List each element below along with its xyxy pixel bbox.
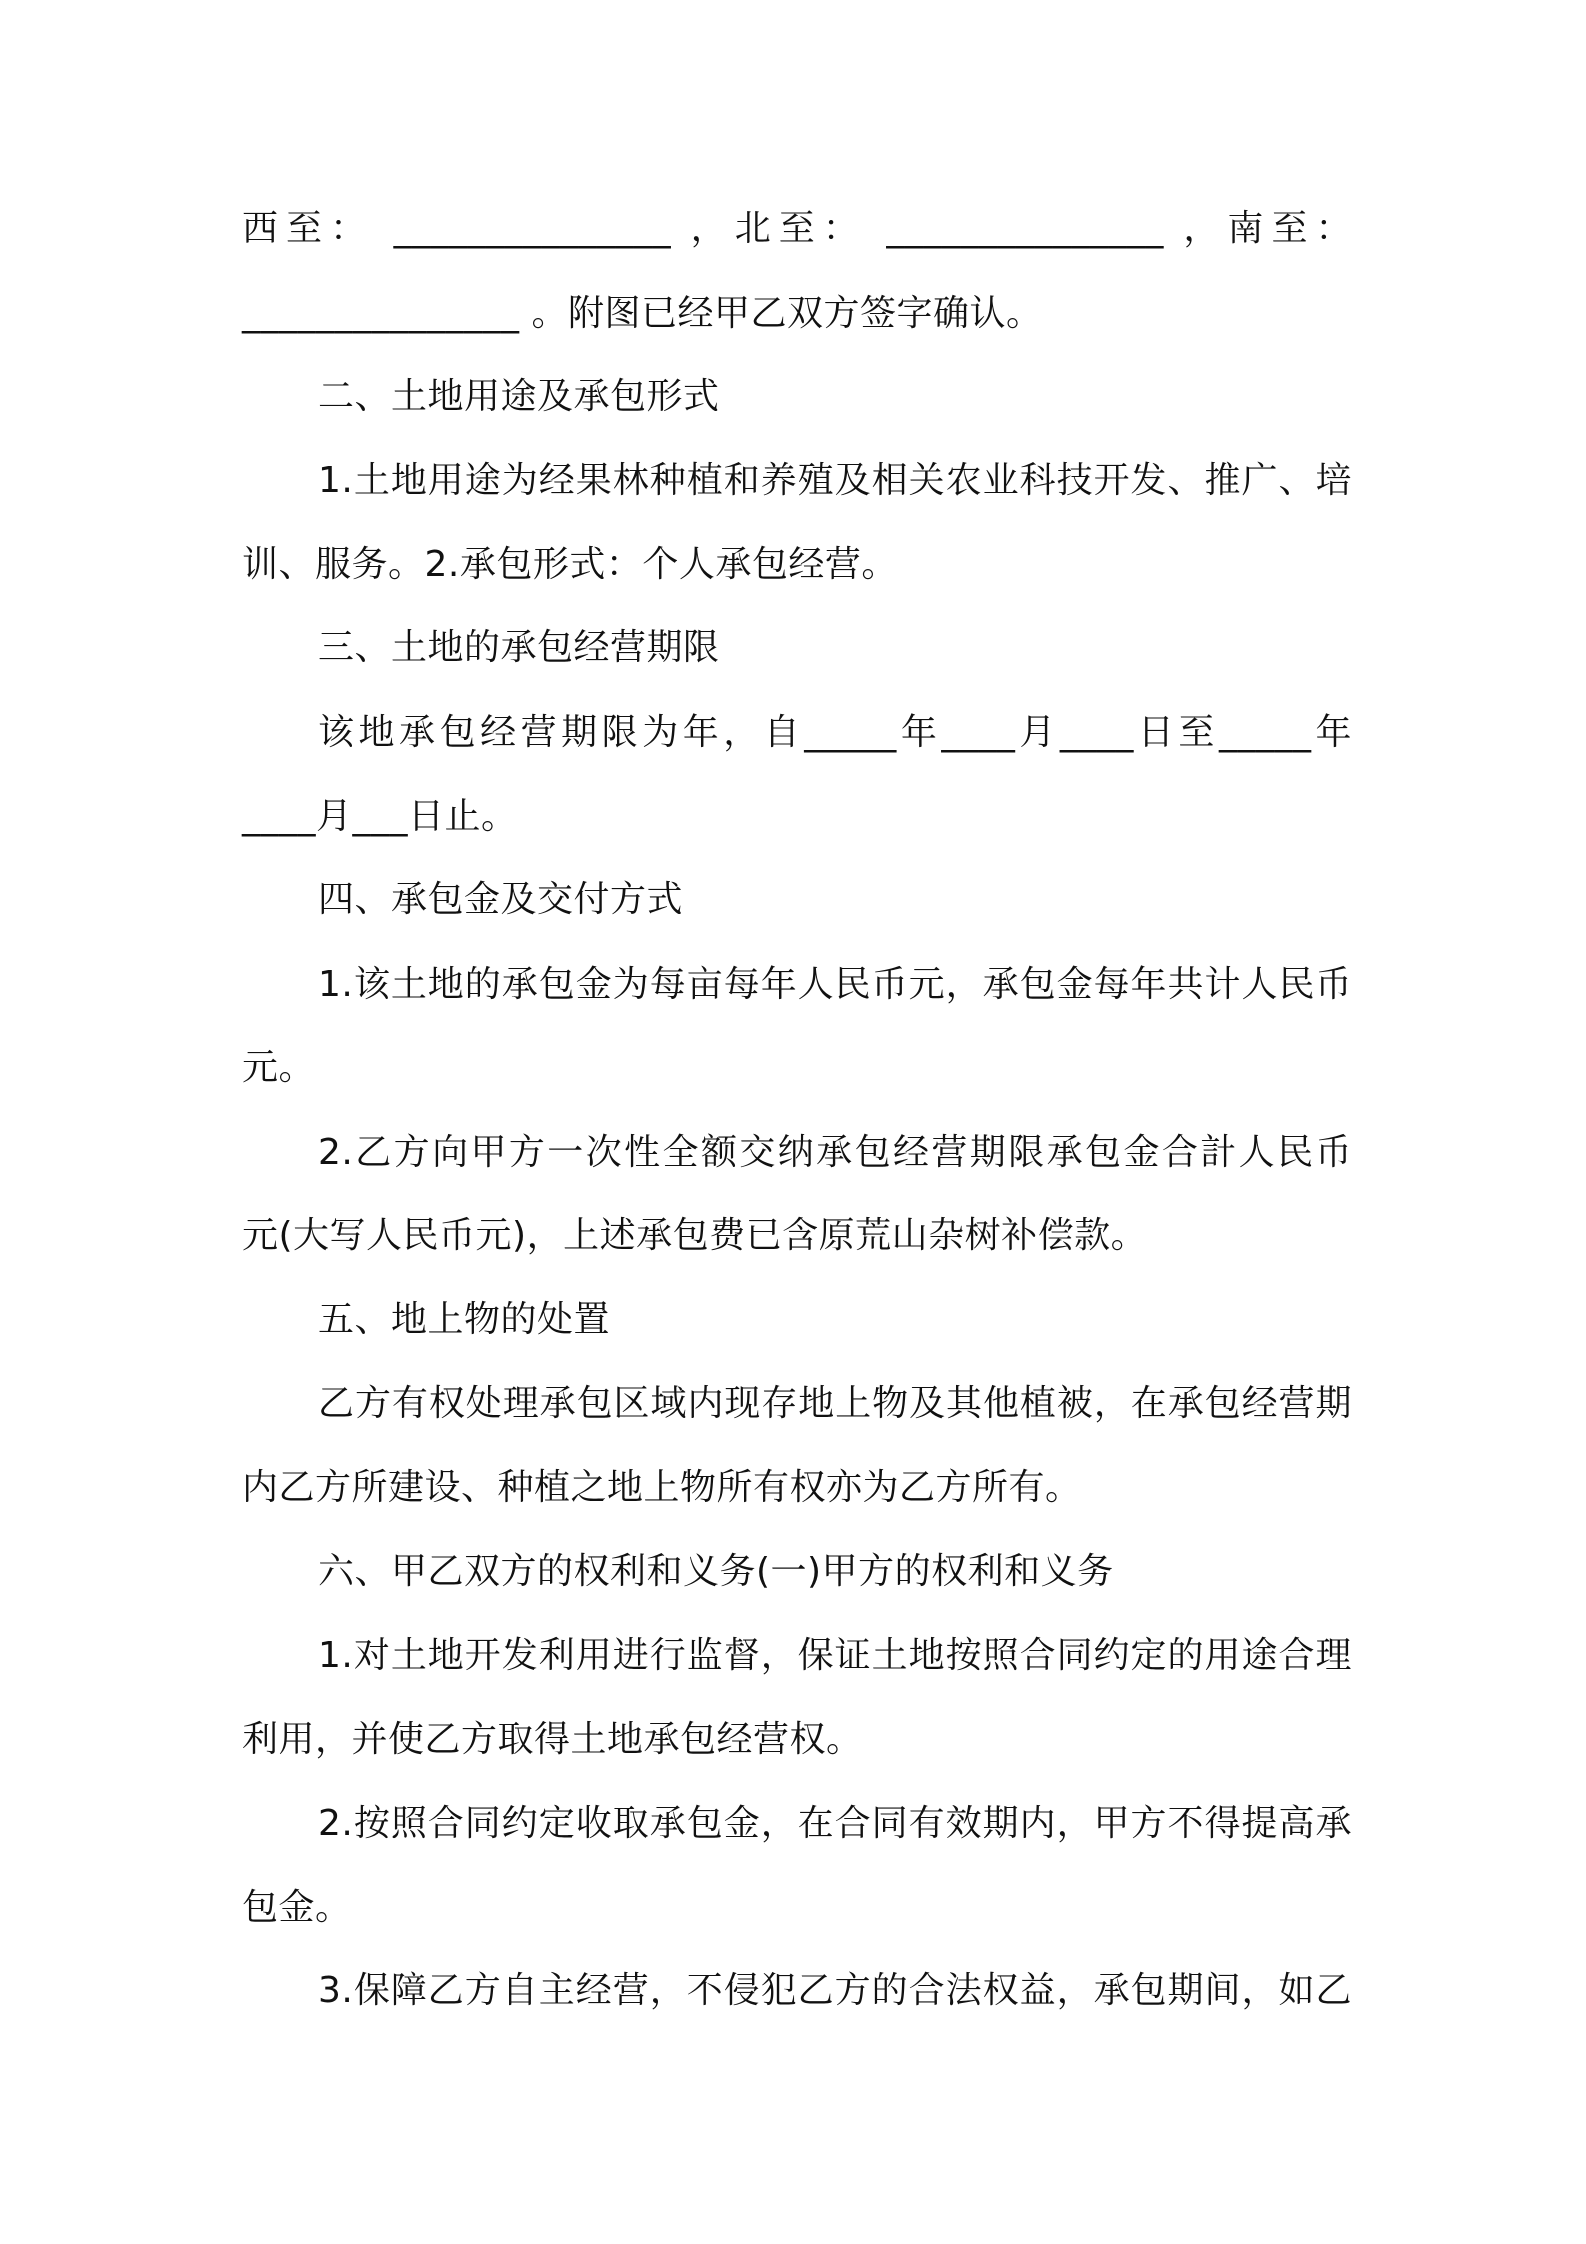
paragraph-line: 元(大写人民币元)，上述承包费已含原荒山杂树补偿款。 bbox=[242, 1215, 1148, 1256]
section-heading-5: 五、地上物的处置 bbox=[318, 1299, 611, 1340]
section-heading-6: 六、甲乙双方的权利和义务(一)甲方的权利和义务 bbox=[318, 1551, 1114, 1592]
paragraph-line: 元。 bbox=[242, 1047, 316, 1088]
paragraph-line: 包金。 bbox=[242, 1887, 352, 1928]
paragraph-line: 1.该土地的承包金为每亩每年人民币元，承包金每年共计人民币 bbox=[318, 964, 1352, 1005]
paragraph-line: ____月___日止。 bbox=[242, 796, 518, 837]
paragraph-line: 3.保障乙方自主经营，不侵犯乙方的合法权益，承包期间，如乙 bbox=[318, 1970, 1352, 2011]
paragraph-line: 乙方有权处理承包区域内现存地上物及其他植被，在承包经营期 bbox=[318, 1383, 1352, 1424]
paragraph-line: 利用，并使乙方取得土地承包经营权。 bbox=[242, 1719, 863, 1760]
section-heading-3: 三、土地的承包经营期限 bbox=[318, 627, 720, 668]
paragraph-line: 内乙方所建设、种植之地上物所有权亦为乙方所有。 bbox=[242, 1467, 1082, 1508]
paragraph-line: 训、服务。2.承包形式：个人承包经营。 bbox=[242, 544, 898, 585]
boundary-line-end: _______________ 。附图已经甲乙双方签字确认。 bbox=[242, 293, 1043, 334]
paragraph-line: 2.按照合同约定收取承包金，在合同有效期内，甲方不得提高承 bbox=[318, 1803, 1352, 1844]
paragraph-line: 2.乙方向甲方一次性全额交纳承包经营期限承包金合計人民币 bbox=[318, 1132, 1352, 1173]
paragraph-line: 该地承包经营期限为年，自_____年____月____日至_____年 bbox=[318, 712, 1352, 753]
boundary-line: 西至： _______________ ，北至： _______________ ，南至： bbox=[242, 208, 1352, 249]
paragraph-line: 1.土地用途为经果林种植和养殖及相关农业科技开发、推广、培 bbox=[318, 460, 1352, 501]
section-heading-4: 四、承包金及交付方式 bbox=[318, 879, 684, 920]
section-heading-2: 二、土地用途及承包形式 bbox=[318, 376, 720, 417]
paragraph-line: 1.对土地开发利用进行监督，保证土地按照合同约定的用途合理 bbox=[318, 1635, 1352, 1676]
